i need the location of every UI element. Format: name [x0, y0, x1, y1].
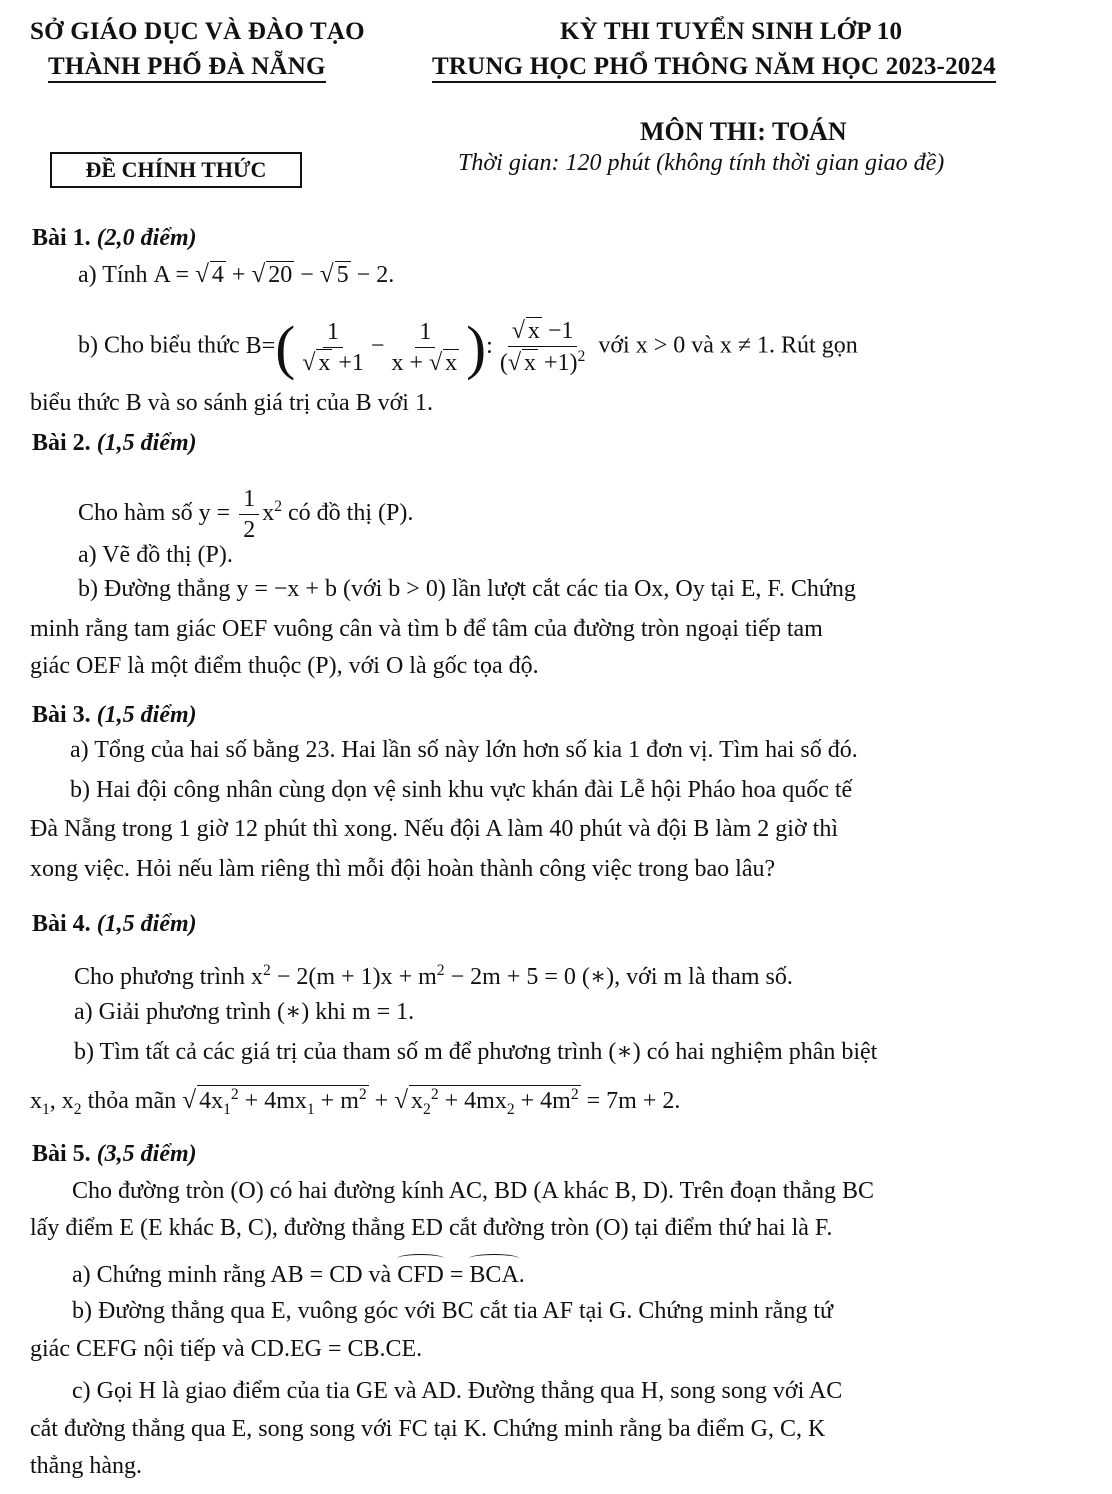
bai5-part-c-line1: c) Gọi H là giao điểm của tia GE và AD. Đường thẳng qua H, song song với AC — [72, 1378, 843, 1404]
bai5-intro-line2: lấy điểm E (E khác B, C), đường thẳng ED cắt đường tròn (O) tại điểm thứ hai là F. — [30, 1215, 833, 1241]
bai3-heading — [32, 700, 197, 730]
official-exam-label: ĐỀ CHÍNH THỨC — [50, 152, 302, 188]
bai3-part-b-line3: xong việc. Hỏi nếu làm riêng thì mỗi đội hoàn thành công việc trong bao lâu? — [30, 856, 776, 882]
bai2-title: Bài 2. — [32, 430, 91, 456]
bai4-intro-tail: (∗), với m là tham số. — [581, 964, 793, 990]
bai5-heading — [32, 1139, 197, 1169]
city-name — [48, 53, 326, 81]
bai2-heading — [32, 428, 197, 458]
department-name: SỞ GIÁO DỤC VÀ ĐÀO TẠO — [30, 18, 365, 45]
bai1-a-formula: A = √ 4 + √ 20 − √ 5 − 2. — [153, 261, 395, 288]
bai2-part-b-line2: minh rằng tam giác OEF vuông cân và tìm b để tâm của đường tròn ngoại tiếp tam — [30, 616, 823, 642]
bai5-part-b-line2: giác CEFG nội tiếp và CD.EG = CB.CE. — [30, 1336, 423, 1362]
bai4-part-a: a) Giải phương trình (∗) khi m = 1. — [74, 999, 415, 1025]
bai3-part-b-line1: b) Hai đội công nhân cùng dọn vệ sinh khu vực khán đài Lễ hội Pháo hoa quốc tế — [70, 777, 853, 803]
bai5-part-c-line3: thẳng hàng. — [30, 1453, 142, 1479]
bai5-points: (3,5 điểm) — [96, 1141, 197, 1167]
bai4-equation: $x^2 - 2(m + 1)x + m^2 - 2m + 5 = 0$ — [251, 962, 576, 990]
bai3-title: Bài 3. — [32, 702, 91, 728]
exam-time-note: Thời gian: 120 phút (không tính thời gian giao đề) — [458, 150, 945, 176]
bai5-part-b-line1: b) Đường thẳng qua E, vuông góc với BC cắt tia AF tại G. Chứng minh rằng tứ — [72, 1298, 833, 1324]
bai4-intro — [74, 956, 793, 992]
bai3-part-b-line2: Đà Nẵng trong 1 giờ 12 phút thì xong. Nếu đội A làm 40 phút và đội B làm 2 giờ thì — [30, 816, 838, 842]
bai2-intro-lead: Cho hàm số — [78, 500, 193, 527]
bai2-intro-tail: có đồ thị (P). — [288, 500, 414, 527]
bai1-b-condition: với x > 0 và x ≠ 1. Rút gọn — [598, 332, 858, 359]
bai1-b-formula: B=( $\frac{1}{√ x +1}$ − $\frac{1}{x + √ x}$ ): $\frac{√ x -1}{(√ x +1)^2}$ — [245, 314, 586, 380]
bai4-roots: $x_1$, $x_2$ — [30, 1088, 82, 1118]
exam-level-year-text: TRUNG HỌC PHỔ THÔNG NĂM HỌC 2023-2024 — [432, 53, 996, 83]
bai4-condition-formula: √ $4x_1^2 + 4mx_1 + m^2$ + √ $x_2^2 + 4mx_2 + 4m^2 = 7m + 2$. — [182, 1086, 681, 1118]
bai1-b-lead: b) Cho biểu thức — [78, 332, 240, 359]
bai2-function: y = $\frac{1}{2}$ $x^2$ — [198, 486, 283, 543]
bai2-points: (1,5 điểm) — [96, 430, 197, 456]
exam-subject: MÔN THI: TOÁN — [640, 117, 847, 146]
bai1-a-lead: a) Tính — [78, 262, 148, 288]
bai5-a-lead: a) Chứng minh rằng AB = CD và — [72, 1262, 392, 1288]
bai4-points: (1,5 điểm) — [96, 911, 197, 937]
bai5-part-c-line2: cắt đường thẳng qua E, song song với FC tại K. Chứng minh rằng ba điểm G, C, K — [30, 1416, 826, 1442]
bai4-title: Bài 4. — [32, 911, 91, 937]
city-name-text: THÀNH PHỐ ĐÀ NẴNG — [48, 53, 326, 83]
bai2-part-a: a) Vẽ đồ thị (P). — [78, 542, 233, 568]
bai1-title: Bài 1. — [32, 225, 91, 251]
bai1-points: (2,0 điểm) — [96, 225, 197, 251]
bai4-part-b-line1: b) Tìm tất cả các giá trị của tham số m để phương trình (∗) có hai nghiệm phân biệt — [74, 1039, 878, 1065]
bai2-intro — [78, 484, 413, 545]
bai5-a-arcs: CFD = BCA. — [397, 1262, 525, 1288]
bai1-part-b — [78, 316, 858, 378]
bai4-heading — [32, 909, 197, 939]
bai4-part-b-line2 — [30, 1085, 680, 1125]
exam-level-year — [432, 53, 996, 81]
bai2-part-b-line3: giác OEF là một điểm thuộc (P), với O là gốc tọa độ. — [30, 653, 539, 679]
bai1-heading — [32, 223, 197, 253]
bai4-intro-lead: Cho phương trình — [74, 964, 246, 990]
bai3-points: (1,5 điểm) — [96, 702, 197, 728]
bai5-intro-line1: Cho đường tròn (O) có hai đường kính AC, BD (A khác B, D). Trên đoạn thẳng BC — [72, 1178, 875, 1204]
bai5-title: Bài 5. — [32, 1141, 91, 1167]
bai1-part-a — [78, 260, 394, 290]
bai5-part-a — [72, 1256, 525, 1290]
bai4-b-line2-lead: thỏa mãn — [87, 1088, 177, 1114]
bai1-b-continuation: biểu thức B và so sánh giá trị của B với 1. — [30, 390, 433, 416]
bai2-part-b-line1: b) Đường thẳng y = −x + b (với b > 0) lần lượt cắt các tia Ox, Oy tại E, F. Chứng — [78, 576, 856, 602]
bai3-part-a: a) Tổng của hai số bằng 23. Hai lần số này lớn hơn số kia 1 đơn vị. Tìm hai số đó. — [70, 737, 858, 763]
exam-title: KỲ THI TUYỂN SINH LỚP 10 — [560, 18, 903, 45]
